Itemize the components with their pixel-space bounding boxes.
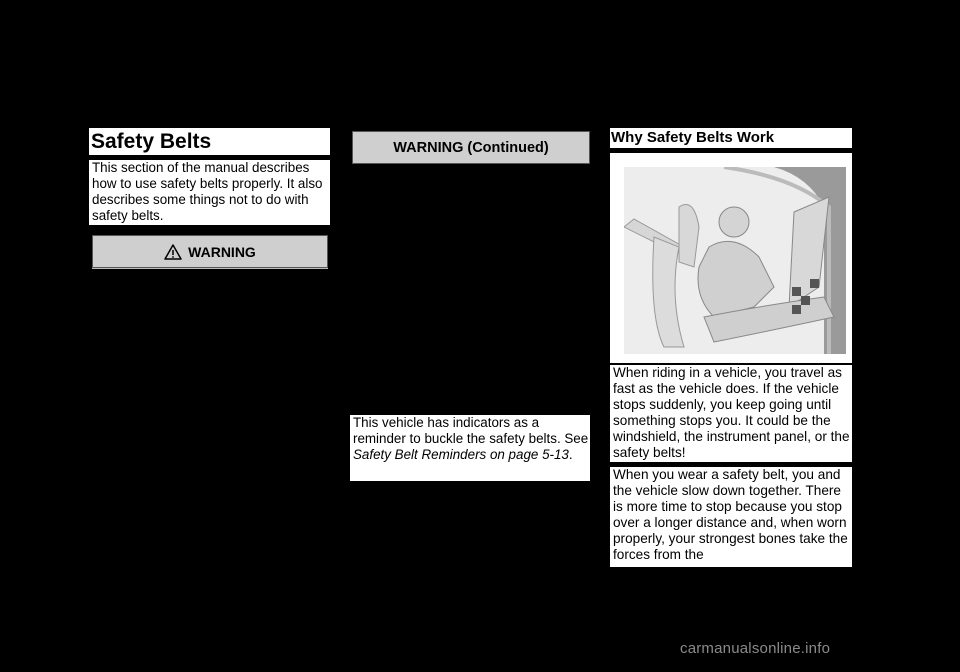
body-paragraph: When you wear a safety belt, you and the vehicle slow down together. There is more time to stop because you stop over a longer distance and, when worn properly, your strongest bones take the forces from the [613,467,848,562]
subsection-title-box [610,128,852,148]
warning-label: WARNING [188,243,256,260]
watermark: carmanualsonline.info [680,640,831,657]
paragraph-box [610,365,852,462]
section-title-box [89,128,330,155]
paragraph-box [610,467,852,567]
reminder-paragraph: This vehicle has indicators as a reminder to buckle the safety belts. See Safety Belt Reminders on page 5-13. [353,415,589,462]
subsection-title: Why Safety Belts Work [611,129,775,146]
warning-continued-label: WARNING (Continued) [393,139,549,156]
warning-continued-banner [352,131,590,164]
crash-dummy-illustration-icon [624,167,846,354]
warning-banner [92,235,328,268]
intro-paragraph: This section of the manual describes how to use safety belts properly. It also describes some things not to do with safety belts. [92,160,323,223]
body-paragraph: When riding in a vehicle, you travel as fast as the vehicle does. If the vehicle stops suddenly, you keep going until something stops you. It could be the windshield, the instrument panel, or the safety belts! [613,365,850,460]
figure-box [610,153,852,363]
intro-paragraph-box [89,160,330,225]
warning-triangle-icon [164,244,182,260]
reminder-paragraph-box [350,415,590,481]
section-title: Safety Belts [91,130,212,153]
reminder-link[interactable]: Safety Belt Reminders on page 5-13 [353,447,569,462]
warning-divider [92,268,328,269]
